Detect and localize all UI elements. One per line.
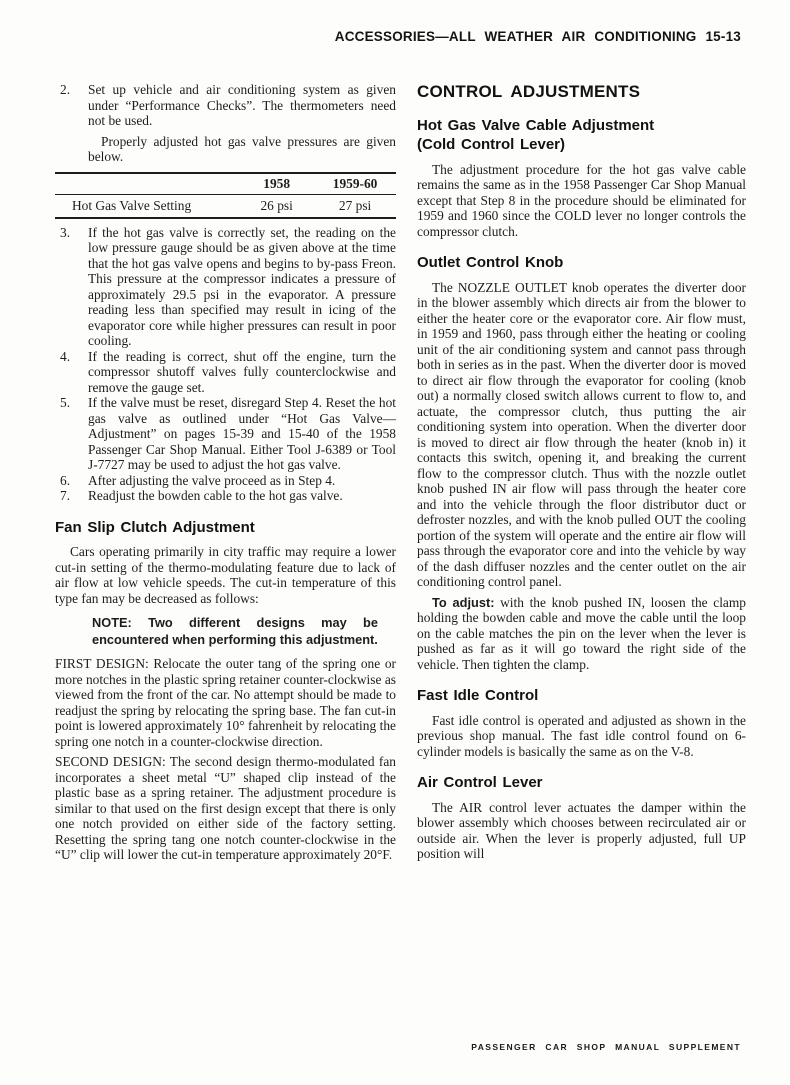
fast-idle-paragraph: Fast idle control is operated and adjusted as shown in the previous shop manual. The fast idle control found on 6-cylinder models is basically the same as on the V-8. (417, 712, 746, 759)
table-value-1959-60: 27 psi (338, 198, 372, 213)
page-header: ACCESSORIES—ALL WEATHER AIR CONDITIONING 15-13 (334, 29, 741, 44)
table-header-1959-60: 1959-60 (314, 173, 396, 195)
table-row-label: Hot Gas Valve Setting (72, 198, 192, 213)
section-heading-outlet-control-knob: Outlet Control Knob (417, 254, 564, 271)
list-text: Readjust the bowden cable to the hot gas valve. (88, 488, 343, 503)
list-item-6 (55, 473, 396, 489)
fan-intro-paragraph: Cars operating primarily in city traffic may require a lower cut-in setting of the thermo-modulating feature due to lack of air flow at low vehicle speeds. The cut-in temperature of this type fan may be decreased as follows: (55, 544, 396, 606)
list-item-3 (55, 225, 396, 349)
list-item-7 (55, 488, 396, 504)
hot-gas-valve-table (55, 172, 396, 219)
list-text: Set up vehicle and air conditioning system as given under “Performance Checks”. The thermometers need not be used. (88, 82, 396, 128)
main-heading-control-adjustments: CONTROL ADJUSTMENTS (417, 82, 641, 101)
list-item-5 (55, 395, 396, 473)
pressures-intro: Properly adjusted hot gas valve pressures are given below. (88, 133, 396, 164)
table-value-1958: 26 psi (260, 198, 293, 213)
list-number: 5. (60, 395, 71, 410)
list-number: 2. (60, 82, 71, 97)
list-text: If the valve must be reset, disregard Step 4. Reset the hot gas valve as outlined under “Hot Gas Valve—Adjustment” on pages 15-39 and 15-40 of the 1958 Passenger Car Shop Manual. Either Tool J-6389 or Tool J-7727 may be used to adjust the hot gas valve. (88, 395, 396, 472)
outlet-adjust-paragraph (417, 595, 746, 673)
fan-note: NOTE: Two different designs may be encountered when performing this adjustment. (92, 615, 378, 647)
list-item-2 (55, 82, 396, 129)
page-footer: PASSENGER CAR SHOP MANUAL SUPPLEMENT (471, 1042, 741, 1052)
table-header-empty (55, 173, 239, 195)
to-adjust-lead: To adjust: (432, 594, 495, 610)
section-heading-hot-gas-cable: Hot Gas Valve Cable Adjustment (417, 116, 655, 134)
right-column (417, 84, 746, 866)
table-header-1958: 1958 (239, 173, 314, 195)
section-heading-air-control-lever: Air Control Lever (417, 774, 543, 791)
section-heading-cold-control-lever: (Cold Control Lever) (417, 136, 565, 153)
table-header-row (55, 173, 396, 195)
hot-gas-cable-paragraph: The adjustment procedure for the hot gas valve cable remains the same as in the 1958 Passenger Car Shop Manual except that Step 8 in the procedure should be eliminated for 1959 and 1960 since the COLD lever no longer controls the compressor clutch. (417, 161, 746, 239)
list-item-4 (55, 349, 396, 396)
section-heading-fast-idle-control: Fast Idle Control (417, 687, 539, 704)
outlet-knob-paragraph: The NOZZLE OUTLET knob operates the diverter door in the blower assembly which directs air from the blower to either the heater core or the evaporator core. Air flow must, in 1959 and 1960, pass through either the heating or cooling unit of the air conditioning system and cannot pass through both in series as in the past. When the diverter door is moved to direct air flow through the evaporator for cooling (knob out) a normally closed switch allows current to flow to, and actuate, the compressor clutch, thus putting the air conditioning system into operation. When the diverter door is moved to direct air flow through the heater (knob in) it contacts this switch, opening it, and breaking the current flow to the compressor clutch. Thus with the nozzle outlet knob pushed IN air flow will pass through the heater core and into the vehicle through the floor distributor duct or defroster nozzles, and with the knob pulled OUT the cooling portion of the system will operate and the entire air flow will pass through the evaporator core and into the vehicle by way of the dash diffuser nozzles and the center outlet on the air conditioning control panel. (417, 279, 746, 589)
left-column (55, 82, 396, 867)
to-adjust-text: with the knob pushed IN, loosen the clamp holding the bowden cable and move the cable until the loop on the cable matches the pin on the lever when the lever is pushed as far as it will go toward the right side of the vehicle. Then tighten the clamp. (417, 594, 746, 672)
air-control-lever-paragraph: The AIR control lever actuates the damper within the blower assembly which chooses between recirculated air or outside air. When the lever is properly adjusted, full UP position will (417, 799, 746, 861)
list-text: If the hot gas valve is correctly set, the reading on the low pressure gauge should be as given above at the time that the hot gas valve opens and begins to by-pass Freon. This pressure at the compressor indicates a pressure of approximately 29.5 psi in the evaporator. A pressure reading less than specified may result in icing of the evaporator core while higher pressures can result in poor cooling. (88, 224, 396, 348)
list-number: 3. (60, 224, 71, 240)
list-text: After adjusting the valve proceed as in Step 4. (88, 472, 336, 488)
list-number: 4. (60, 348, 71, 364)
table-row (55, 195, 396, 218)
section-heading-fan-slip-clutch: Fan Slip Clutch Adjustment (55, 518, 255, 536)
list-text: If the reading is correct, shut off the engine, turn the compressor shutoff valves fully counterclockwise and remove the gauge set. (88, 348, 396, 395)
first-design-paragraph: FIRST DESIGN: Relocate the outer tang of the spring one or more notches in the plastic spring retainer counter-clockwise as viewed from the front of the car. No attempt should be made to readjust the spring by relocating the spring base. The fan cut-in point is lowered approximately 10° fahrenheit by relocating the spring one notch in a counter-clockwise direction. (55, 656, 396, 749)
second-design-paragraph: SECOND DESIGN: The second design thermo-modulated fan incorporates a sheet metal “U” shaped clip instead of the plastic base as a spring retainer. The adjustment procedure is similar to that used on the first design except that there is only one notch provided on either side of the factory setting. Resetting the spring tang one notch counter-clockwise in the “U” clip will lower the cut-in temperature approximately 20°F. (55, 754, 396, 862)
list-number: 7. (60, 488, 71, 503)
list-number: 6. (60, 472, 71, 488)
